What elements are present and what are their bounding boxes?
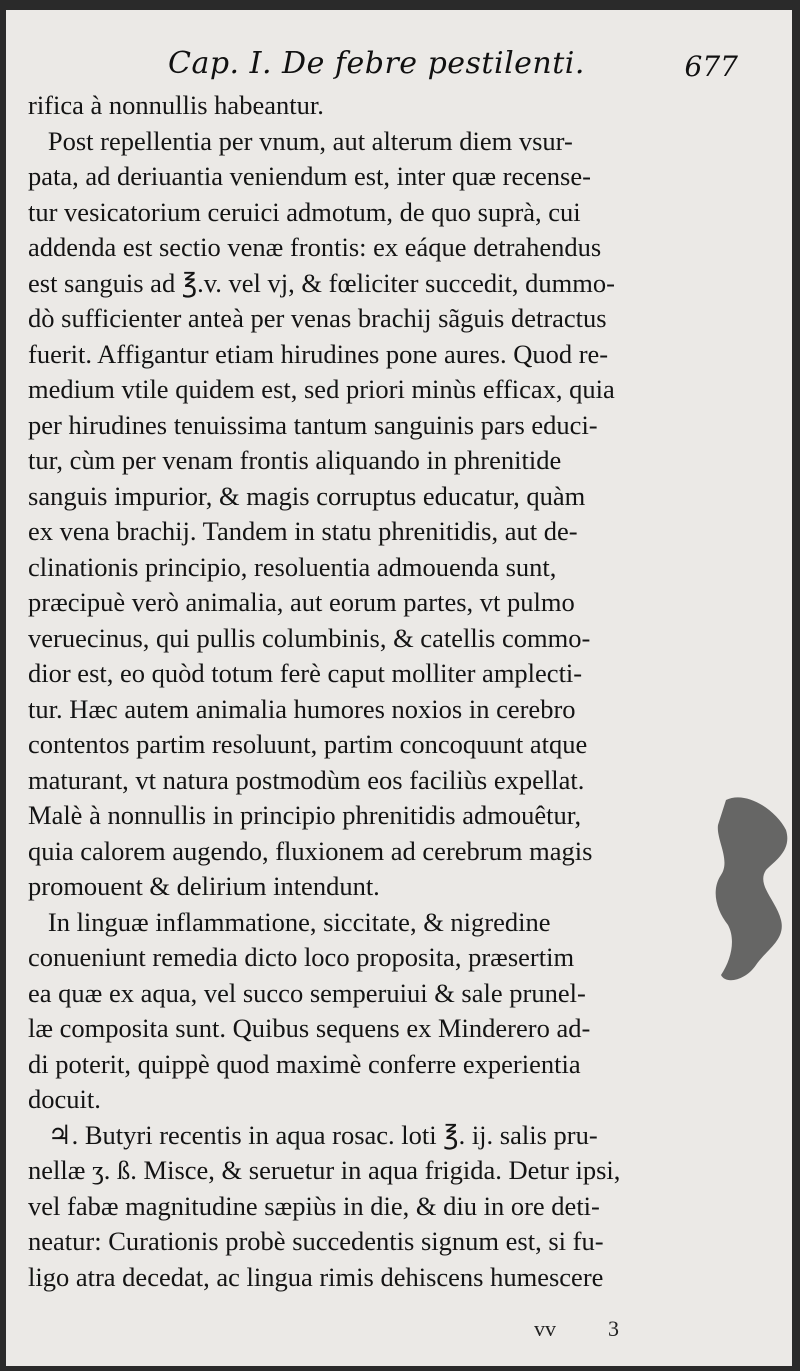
text-line: addenda est sectio venæ frontis: ex eáque detrahendus (28, 232, 602, 262)
text-line: vel fabæ magnitudine sæpiùs in die, & diu in ore deti- (28, 1190, 600, 1221)
text-line: clinationis principio, resoluentia admouenda sunt, (28, 551, 557, 582)
page-number: 677 (684, 50, 738, 83)
text-line: dò sufficienter anteà per venas brachij sãguis detractus (28, 303, 607, 333)
text-line: maturant, vt natura postmodùm eos faciliùs expellat. (28, 764, 585, 795)
page-footer (6, 1316, 792, 1356)
text-line: neatur: Curationis probè succedentis signum est, si fu- (28, 1226, 604, 1256)
text-line: fuerit. Affigantur etiam hirudines pone aures. Quod re- (28, 338, 609, 369)
signature-mark: 3 (608, 1316, 619, 1341)
text-line: tur, cùm per venam frontis aliquando in phrenitide (28, 445, 562, 475)
body-text (28, 88, 740, 1295)
text-line: Post repellentia per vnum, aut alterum diem vsur- (28, 125, 573, 156)
text-line: di poterit, quippè quod maximè conferre experientia (28, 1048, 581, 1079)
text-line: ea quæ ex aqua, vel succo semperuiui & sale prunel- (28, 977, 586, 1008)
text-line: quia calorem augendo, fluxionem ad cerebrum magis (28, 835, 593, 866)
book-page (6, 10, 792, 1366)
text-line: læ composita sunt. Quibus sequens ex Minderero ad- (28, 1013, 591, 1043)
text-line: pata, ad deriuantia veniendum est, inter quæ recense- (28, 161, 591, 191)
text-line: contentos partim resoluunt, partim concoquunt atque (28, 729, 588, 759)
text-line: medium vtile quidem est, sed priori minùs efficax, quia (28, 374, 615, 404)
text-line: rifica à nonnullis habeantur. (28, 90, 324, 120)
text-line: promouent & delirium intendunt. (28, 871, 380, 901)
catchword: vv (534, 1316, 556, 1341)
running-title: Cap. I. De febre pestilenti. (168, 46, 585, 81)
text-line: ligo atra decedat, ac lingua rimis dehiscens humescere (28, 1261, 604, 1292)
text-line: dior est, eo quòd totum ferè caput molliter amplecti- (28, 658, 583, 688)
text-line: nellæ ʒ. ß. Misce, & seruetur in aqua frigida. Detur ipsi, (28, 1155, 621, 1185)
text-line: In linguæ inflammatione, siccitate, & nigredine (28, 906, 551, 937)
text-line: est sanguis ad ℥.v. vel vj, & fœliciter succedit, dummo- (28, 267, 615, 298)
text-line: conueniunt remedia dicto loco proposita, præsertim (28, 942, 575, 972)
text-line: tur vesicatorium ceruici admotum, de quo suprà, cui (28, 196, 581, 227)
text-line: veruecinus, qui pullis columbinis, & catellis commo- (28, 622, 591, 653)
text-line: ex vena brachij. Tandem in statu phrenitidis, aut de- (28, 516, 578, 546)
text-line: per hirudines tenuissima tantum sanguinis pars educi- (28, 409, 598, 440)
text-line: sanguis impurior, & magis corruptus educatur, quàm (28, 480, 586, 511)
text-line: docuit. (28, 1084, 101, 1114)
text-line: Malè à nonnullis in principio phrenitidis admouêtur, (28, 800, 582, 830)
text-line: ♃. Butyri recentis in aqua rosac. loti ℥. ij. salis pru- (28, 1119, 598, 1150)
text-line: præcipuè verò animalia, aut eorum partes, vt pulmo (28, 587, 575, 617)
text-line: tur. Hæc autem animalia humores noxios in cerebro (28, 693, 576, 724)
